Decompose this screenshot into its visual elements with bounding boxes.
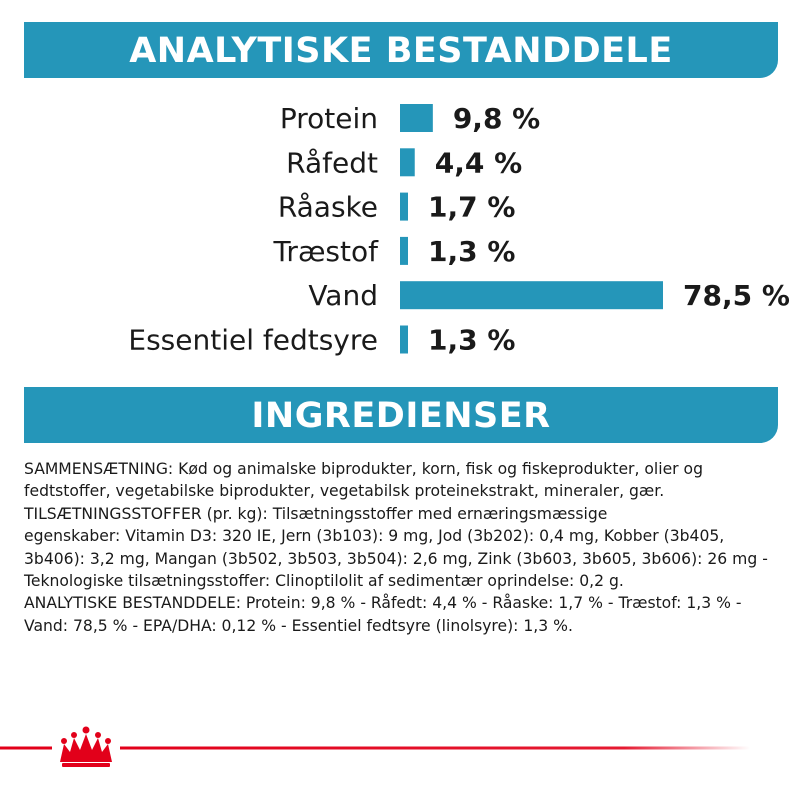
- analytic-section-title: ANALYTISKE BESTANDDELE: [129, 31, 673, 71]
- ingredients-line: TILSÆTNINGSSTOFFER (pr. kg): Tilsætningsstoffer med ernæringsmæssige: [24, 504, 608, 523]
- category-label: Råfedt: [286, 146, 378, 180]
- footer-decoration: [0, 712, 800, 772]
- ingredients-line: ANALYTISKE BESTANDDELE: Protein: 9,8 % - Råfedt: 4,4 % - Råaske: 1,7 % - Træstof: 1,3 % -: [24, 594, 742, 613]
- ingredients-section-title: INGREDIENSER: [251, 396, 551, 436]
- ingredients-section-banner: [24, 387, 778, 443]
- ingredients-text: [24, 458, 778, 637]
- category-label: Træstof: [273, 234, 378, 268]
- value-label: 1,3 %: [428, 323, 516, 357]
- ingredients-line: Teknologiske tilsætningsstoffer: Clinoptilolit af sedimentær oprindelse: 0,2 g.: [24, 572, 624, 591]
- bar: [400, 281, 663, 309]
- category-label: Protein: [279, 102, 378, 135]
- value-label: 4,4 %: [434, 146, 523, 180]
- bar: [400, 148, 415, 176]
- bar: [400, 193, 408, 221]
- category-label: Essentiel fedtsyre: [128, 323, 378, 357]
- category-label: Vand: [308, 279, 378, 313]
- bar: [400, 326, 408, 354]
- ingredients-line: fedtstoffer, vegetabilske biprodukter, vegetabilsk proteinekstrakt, mineraler, gær.: [24, 482, 665, 501]
- ingredients-line: 3b406): 3,2 mg, Mangan (3b502, 3b503, 3b504): 2,6 mg, Zink (3b603, 3b605, 3b606): 26 mg -: [24, 549, 768, 568]
- value-label: 1,7 %: [428, 190, 516, 224]
- footer-red-bar: [120, 747, 750, 750]
- value-label: 78,5 %: [683, 279, 790, 313]
- bar: [400, 104, 433, 132]
- category-label: Råaske: [277, 190, 378, 224]
- bar: [400, 237, 408, 265]
- ingredients-line: egenskaber: Vitamin D3: 320 IE, Jern (3b103): 9 mg, Jod (3b202): 0,4 mg, Kobber (3b405,: [24, 527, 725, 546]
- crown-logo-icon: [60, 727, 112, 768]
- value-label: 9,8 %: [452, 102, 541, 135]
- ingredients-line: Vand: 78,5 % - EPA/DHA: 0,12 % - Essentiel fedtsyre (linolsyre): 1,3 %.: [24, 616, 573, 635]
- ingredients-line: SAMMENSÆTNING: Kød og animalske biprodukter, korn, fisk og fiskeprodukter, olier og: [24, 460, 703, 478]
- nutrient-bar-chart: [0, 0, 800, 380]
- value-label: 1,3 %: [428, 234, 516, 268]
